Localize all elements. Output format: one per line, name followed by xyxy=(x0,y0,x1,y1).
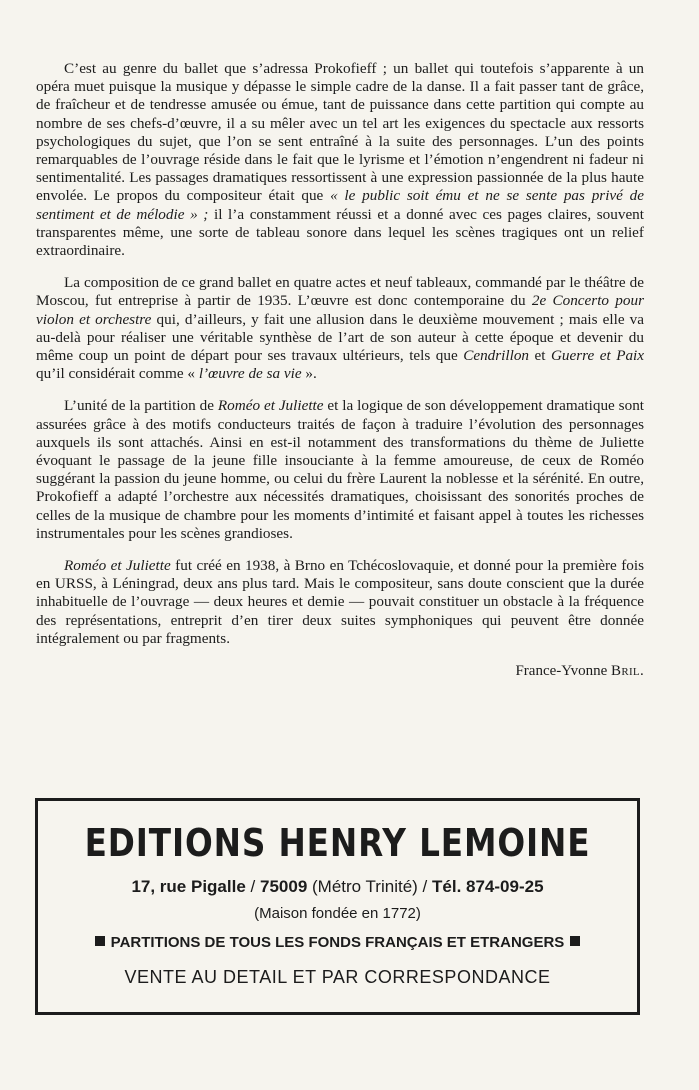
partitions-line: PARTITIONS DE TOUS LES FONDS FRANÇAIS ET ETRANGERS xyxy=(38,934,637,951)
square-bullet-icon xyxy=(570,936,580,946)
romeo-title: Roméo et Juliette xyxy=(217,397,324,415)
publisher-name: EDITIONS HENRY LEMOINE xyxy=(84,821,591,865)
phone-number: Tél. 874-09-25 xyxy=(432,877,544,896)
paragraph-2: La composition de ce grand ballet en quatre actes et neuf tableaux, commandé par le théâtre de Moscou, fut entreprise à partir de 1935. L’œuvre est donc contemporaine du 2e Concerto pour violon et orchestre qui, d’ailleurs, y fait une allusion dans le deuxième mouvement ; mais elle va au-delà pour réaliser une véritable synthèse de l’art de son auteur à cette époque et devenir du même coup un point de départ pour ses travaux ultérieurs, tels que Cendrillon et Guerre et Paix qu’il considérait comme « l’œuvre de sa vie ». xyxy=(36,274,645,383)
paragraph-4: Roméo et Juliette fut créé en 1938, à Brno en Tchécoslovaquie, et donné pour la première fois en URSS, à Léningrad, deux ans plus tard. Mais le compositeur, sans doute conscient que la durée inhabituelle de l’ouvrage — deux heures et demie — pouvait constituer un obstacle à la fréquence des représentations, entreprit d’en tirer deux suites symphoniques qui peuvent être donnée intégralement ou par fragments. xyxy=(36,557,644,647)
vente-line: VENTE AU DETAIL ET PAR CORRESPONDANCE xyxy=(124,967,551,987)
paragraph-1: C’est au genre du ballet que s’adressa Prokofieff ; un ballet qui toutefois s’apparente à un opéra muet puisque la musique y dépasse le simple cadre de la danse. Il a fait passer tant de grâce, de fraîcheur et de tendresse amusée ou émue, tant de puissance dans cette partition qui compte au nombre de ses chefs-d’œuvre, il a su mêler avec un tel art les exigences du spectacle aux ressorts psychologiques du sujet, que l’on se sent entraîné à la suite des personnages. L’un des points remarquables de l’ouvrage réside dans le fait que le lyrisme et l’émotion n’engendrent ni fadeur ni sentimentalité. Les passages dramatiques ressortissent à une expression passionnée de la plus haute envolée. Le propos du compositeur était que « le public soit ému et ne se sente pas privé de sentiment et de mélodie » ; il l’a constamment réussi et a donné avec ces pages claires, souvent transparentes même, une sorte de tableau sonore dans lequel les scènes tragiques ont un relief extraordinaire. xyxy=(36,60,644,260)
romeo-title: Roméo et Juliette xyxy=(64,557,171,575)
square-bullet-icon xyxy=(95,936,105,946)
cendrillon-title: Cendrillon xyxy=(463,347,530,365)
quote-prokofieff: « le public soit ému et ne se sente pas privé de sentiment et de mélodie » ; xyxy=(36,187,644,223)
article-text xyxy=(36,60,644,694)
guerre-et-paix-title: Guerre et Paix xyxy=(550,347,645,365)
oeuvre-quote: l’œuvre de sa vie xyxy=(198,365,302,383)
publisher-address: 17, rue Pigalle / 75009 (Métro Trinité) / Tél. 874-09-25 xyxy=(131,877,544,896)
founded-note: (Maison fondée en 1772) xyxy=(254,905,421,922)
paragraph-3: L’unité de la partition de Roméo et Juliette et la logique de son développement dramatique sont assurées grâce à des motifs conducteurs traités de façon à traduire l’évolution des personnages auxquels ils sont attachés. Ainsi en est-il notamment des transformations du thème de Juliette évoquant le passage de la jeune fille insouciante à la femme amoureuse, de ceux de Roméo suggérant la passion du jeune homme, ou celui du frère Laurent la noblesse et la sérénité. En outre, Prokofieff a adapté l’orchestre aux nécessités dramatiques, choisissant des sonorités proches de celles de la musique de chambre pour les moments d’intimité et faisant appel à toutes les richesses instrumentales pour les scènes grandioses. xyxy=(36,397,645,542)
publisher-advertisement xyxy=(35,798,640,1015)
signature: France-Yvonne Bril. xyxy=(515,663,644,680)
concerto-title: 2e Concerto pour violon et orchestre xyxy=(36,292,644,328)
